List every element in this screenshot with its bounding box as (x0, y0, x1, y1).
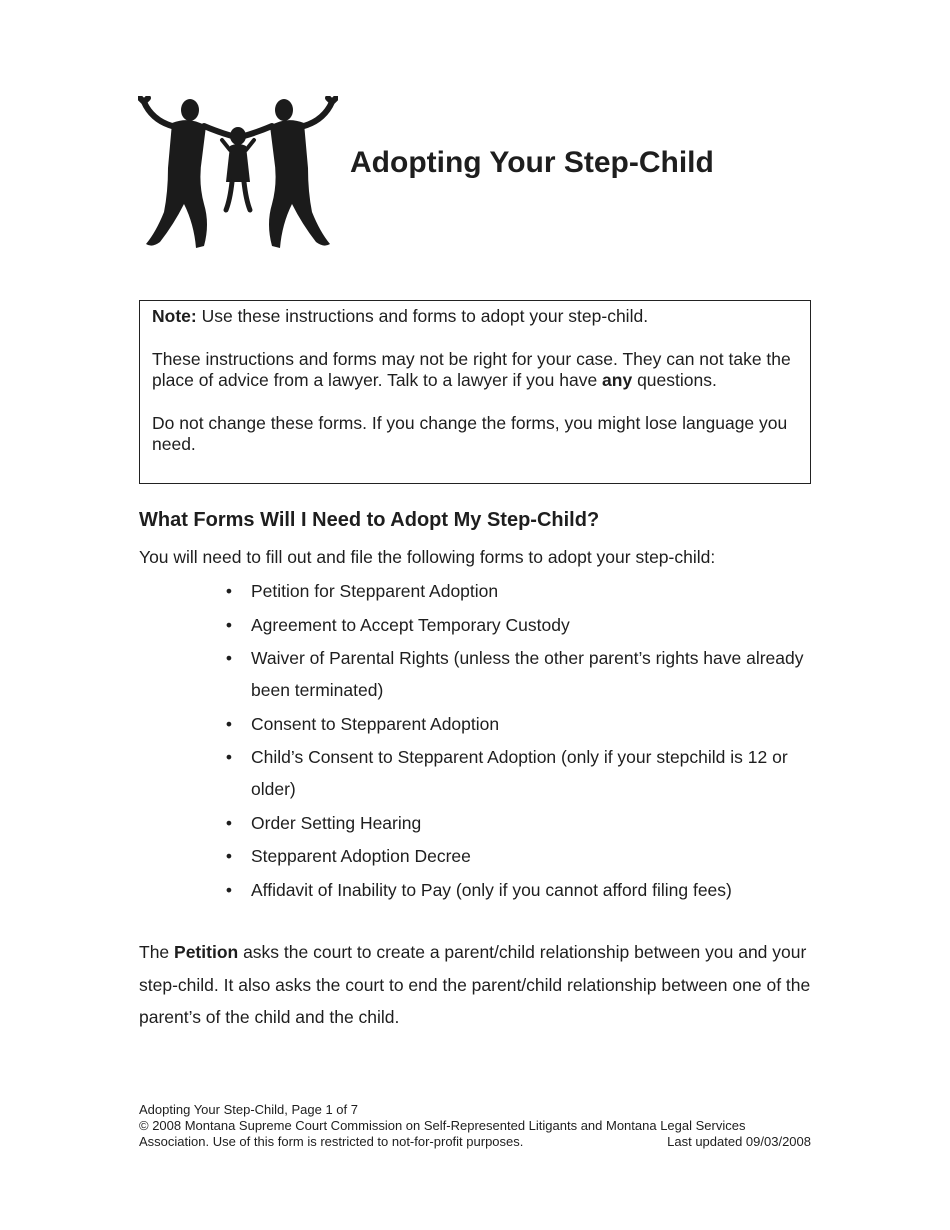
petition-term: Petition (174, 942, 239, 962)
list-item (222, 609, 812, 641)
bullet: • (225, 879, 233, 900)
page-title: Adopting Your Step-Child (350, 146, 714, 179)
forms-list (222, 575, 812, 907)
section-heading: What Forms Will I Need to Adopt My Step-Child? (139, 509, 600, 531)
list-item (222, 642, 812, 706)
note-line: Use these instructions and forms to adopt your step-child. (196, 306, 649, 326)
page-footer (139, 1102, 811, 1150)
note-box (139, 300, 811, 484)
list-item-text: Child’s Consent to Stepparent Adoption (only if your stepchild is 12 or older) (251, 747, 788, 799)
note-disclaimer-text: These instructions and forms may not be right for your case. They can not take the place of advice from a lawyer. Talk to a lawyer if you have (152, 348, 791, 390)
bullet: • (225, 581, 233, 601)
bullet: • (225, 648, 233, 668)
list-item (222, 575, 812, 607)
footer-restriction: Association. Use of this form is restricted to not-for-profit purposes. (139, 1134, 524, 1149)
note-warning: Do not change these forms. If you change the forms, you might lose language you need. (152, 412, 788, 454)
petition-paragraph (139, 936, 819, 1034)
note-disclaimer (152, 349, 798, 392)
note-disclaimer-end: questions. (632, 370, 717, 390)
note-label: Note: (152, 306, 197, 326)
note-disclaimer-emphasis: any (602, 370, 633, 390)
list-item (222, 708, 812, 740)
petition-lead: The (139, 942, 175, 962)
bullet: • (225, 747, 233, 767)
list-item-text: Affidavit of Inability to Pay (only if you cannot afford filing fees) (251, 879, 732, 900)
list-item-text: Agreement to Accept Temporary Custody (251, 614, 570, 635)
bullet: • (225, 713, 233, 734)
section-intro: You will need to fill out and file the following forms to adopt your step-child: (139, 547, 716, 567)
bullet: • (225, 614, 233, 635)
footer-copyright: © 2008 Montana Supreme Court Commission on Self-Represented Litigants and Montana Legal Services (139, 1118, 746, 1133)
footer-page-line: Adopting Your Step-Child, Page 1 of 7 (139, 1102, 358, 1117)
list-item-text: Petition for Stepparent Adoption (251, 581, 499, 601)
bullet: • (225, 812, 233, 833)
bullet: • (225, 846, 233, 866)
footer-bottom-row (139, 1134, 811, 1150)
list-item-text: Stepparent Adoption Decree (251, 846, 471, 866)
petition-text: asks the court to create a parent/child relationship between you and your step-child. It also asks the court to end the parent/child relationship between one of the parent’s of the child and the child. (139, 942, 811, 1027)
list-item-text: Consent to Stepparent Adoption (251, 713, 500, 734)
family-silhouette-icon (138, 96, 338, 258)
list-item (222, 874, 812, 906)
footer-updated: Last updated 09/03/2008 (667, 1134, 811, 1149)
list-item-text: Order Setting Hearing (251, 812, 422, 833)
list-item-text: Waiver of Parental Rights (unless the other parent’s rights have already been terminated) (251, 648, 804, 700)
list-item (222, 840, 812, 872)
note-intro (152, 306, 798, 328)
list-item (222, 807, 812, 839)
list-item (222, 741, 812, 805)
